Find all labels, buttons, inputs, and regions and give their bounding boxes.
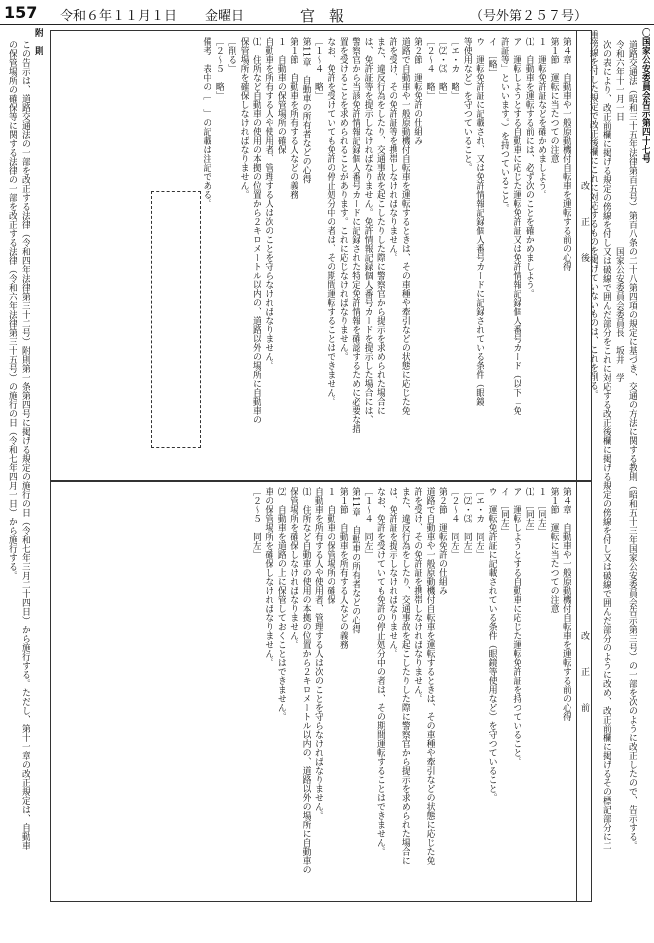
after-text-line: ア 運転しようとする自動車に応じた運転免許証又は免許情報記録個人番号カード（以下「免 <box>511 37 522 415</box>
issue-number: （号外第２５７号） <box>470 9 588 24</box>
before-text-line: ［１〜４ 同左］ <box>362 487 373 559</box>
gazette-header <box>0 0 654 25</box>
before-text-line: ［⑵・⑶ 同左］ <box>461 487 472 559</box>
amendment-before-table <box>50 480 592 902</box>
supplementary-title: 附 則 <box>33 28 43 55</box>
before-text-line: １ ［同左］ <box>536 487 547 537</box>
after-text-line: 許を受け、その免許証等を携帯しなければなりません。 <box>387 37 398 262</box>
after-text-line: 第１節 自動車を所有する人などの義務 <box>288 37 299 199</box>
before-text-line: 保管場所を確保しなければなりません。 <box>288 487 299 649</box>
after-text-line: 第11章 自動車の所有者などの心得 <box>300 37 311 184</box>
amendment-after-table <box>50 30 592 482</box>
notice-line-1: 道路交通法（昭和三十五年法律第百五号）第百八条の二十八第四項の規定に基づき、交通の方法に関する教則（昭和五十三年国家公安委員会告示第三号）の一部を次のように改正したので、告示する。 <box>627 40 637 850</box>
before-text-line: 車の保管場所を確保しなければなりません。 <box>263 487 274 667</box>
issue-date: 令和６年１１月１日 <box>60 9 178 24</box>
supplementary-line-1: この告示は、道路交通法の一部を改正する法律（令和四年法律第三十二号）附則第一条第四号に掲げる規定の施行の日（令和七年三月二十四日）から施行する。ただし、第十一章の改正規定は、自動車 <box>20 40 30 850</box>
before-text-line: ［２〜４ 同左］ <box>449 487 460 559</box>
after-text-line: ［エ・カ 略］ <box>449 37 460 100</box>
before-text-line: 第４章 自動車や一般原動機付自転車を運転する前の心得 <box>561 487 571 721</box>
gazette-title: 官報 <box>300 7 359 25</box>
after-text-line: 自動車を所有する人や使用者、管理する人は次のことを守らなければなりません。 <box>263 37 274 370</box>
after-text-line: 道路で自動車や一般原動機付自転車を運転するときは、その車種や牽引などの状態に応じた免 <box>399 37 410 415</box>
after-text-line: 備考 表中の［ ］の記載は注記である。 <box>201 37 212 208</box>
after-text-line: 置を受けることを求められることがあります。これに応じなければなりません。 <box>337 37 348 361</box>
after-text-line: ［⑵・⑶ 略］ <box>437 37 447 100</box>
before-text-line: は、免許証を提示しなければなりません。 <box>387 487 398 658</box>
before-text-line: ⑵ 自動車を道路の上に保管しておくことはできません。 <box>275 487 286 721</box>
before-text-line: １ 自動車の保管場所の確保 <box>325 487 336 604</box>
before-text-line: 道路で自動車や一般原動機付自転車を運転するときは、その車種や牽引などの状態に応じた免 <box>424 487 435 865</box>
after-text-line: ⑴ 自動車を運転する前には、必ず次のことを確かめましよう。 <box>523 37 534 298</box>
after-text-line: 等使用など）を守つていること。 <box>461 37 472 172</box>
after-text-line: ウ 運転免許証に記載され、又は免許情報記録個人番号カードに記録されている条件（眼鏡 <box>474 37 485 406</box>
before-text-line: 第１節 運転に当たつての注意 <box>548 487 559 613</box>
after-text-line: １ 自動車の保管場所の確保 <box>275 37 286 154</box>
after-text-line: ［削る］ <box>226 37 237 73</box>
after-header-cell <box>576 31 591 481</box>
before-text-line: また、違反行為をしたり、交通事故を起こしたりした際に警察官から提示を求められた場合に <box>399 487 410 865</box>
after-text-line: ［２〜５ 略］ <box>213 37 224 100</box>
after-text-line: また、違反行為をしたり、交通事故を起こしたりした際に警察官から提示を求められた場合に <box>375 37 385 415</box>
supplementary-line-2: の保管場所の確保等に関する法律の一部を改正する法律（令和六年法律第三十五号）の施行の日（令和七年四月一日）から施行する。 <box>7 40 17 580</box>
after-text-line: 第２節 運転免許の仕組み <box>412 37 423 145</box>
before-text-line: 第11章 自動車の所有者などの心得 <box>350 487 361 634</box>
notice-line-4: 重傍線を付した規定で改正後欄にこれに対応するものを掲げていないものは、これを削る。 <box>588 30 598 399</box>
issue-weekday: 金曜日 <box>205 9 245 24</box>
after-text-line: ［２〜４ 略］ <box>424 37 435 100</box>
before-text-line: 許を受け、その免許証を携帯しなければなりません。 <box>412 487 423 703</box>
before-text-line: ［エ・カ 同左］ <box>474 487 485 559</box>
before-header-cell <box>576 481 591 901</box>
after-text-line: 第４章 自動車や一般原動機付自転車を運転する前の心得 <box>561 37 571 271</box>
before-header-label: 改 正 前 <box>579 631 589 712</box>
after-text-line: １ 運転免許証などを確かめましよう。 <box>536 37 547 199</box>
notice-line-3: 次の表により、改正前欄に掲げる規定の傍線を付し又は破線で囲んだ部分をこれに対応する改正後欄に掲げる規定の傍線を付し又は破線で囲んだ部分のように改め、改正前欄に掲げるその標記部分に二 <box>601 40 611 850</box>
after-text-line: ［１〜４ 略］ <box>313 37 323 100</box>
before-text-line: ⑴ 住所など自動車の使用の本拠の位置から２キロメートル以内の、道路以外の場所に自動車の <box>300 487 311 874</box>
after-text-line: イ ［略］ <box>486 37 497 78</box>
before-text-line: ア 運転しようとする自動車に応じた運転免許証を持つていること。 <box>511 487 522 766</box>
before-text-line: イ ［同左］ <box>499 487 509 537</box>
before-text-line: 第１節 自動車を所有する人などの義務 <box>337 487 348 649</box>
after-text-line: 警察官から当該免許情報記録個人番号カードに記録された特定免許情報を確認するために必要な措 <box>350 37 361 433</box>
before-text-line: 第２節 運転免許の仕組み <box>437 487 447 595</box>
before-text-line: ［２〜５ 同左］ <box>251 487 261 559</box>
after-text-line: 第１節 運転に当たつての注意 <box>548 37 559 163</box>
after-text-line: は、免許証等を提示しなければなりません。免許情報記録個人番号カードを提示した場合には、 <box>362 37 373 424</box>
before-text-line: なお、免許を受けていても免許の停止処分中の者は、その期間運転することはできません。 <box>375 487 385 856</box>
before-text-line: ウ 運転免許証に記載されている条件（眼鏡等使用など）を守つていること。 <box>486 487 497 802</box>
after-header-label: 改 正 後 <box>579 181 589 262</box>
after-text-line: なお、免許を受けていても免許の停止処分中の者は、その期間運転することはできません。 <box>325 37 336 406</box>
before-text-line: 自動車を所有する人や使用者、管理する人は次のことを守らなければなりません。 <box>313 487 323 820</box>
before-text-line: ⑴ ［同左］ <box>523 487 534 537</box>
notice-line-2: 令和六年十一月一日 国家公安委員会委員長 坂井 学 <box>614 40 624 382</box>
after-text-line: 保管場所を確保しなければなりません。 <box>238 37 249 199</box>
after-text-line: 許証等」といいます。）を持つていること。 <box>499 37 509 213</box>
page-number: 157 <box>4 3 38 22</box>
after-text-line: ⑴ 住所など自動車の使用の本拠の位置から２キロメートル以内の、道路以外の場所に自動車の <box>251 37 261 424</box>
notice-title: 〇国家公安委員会告示第四十七号 <box>640 28 650 163</box>
deleted-provision-box <box>151 191 201 448</box>
